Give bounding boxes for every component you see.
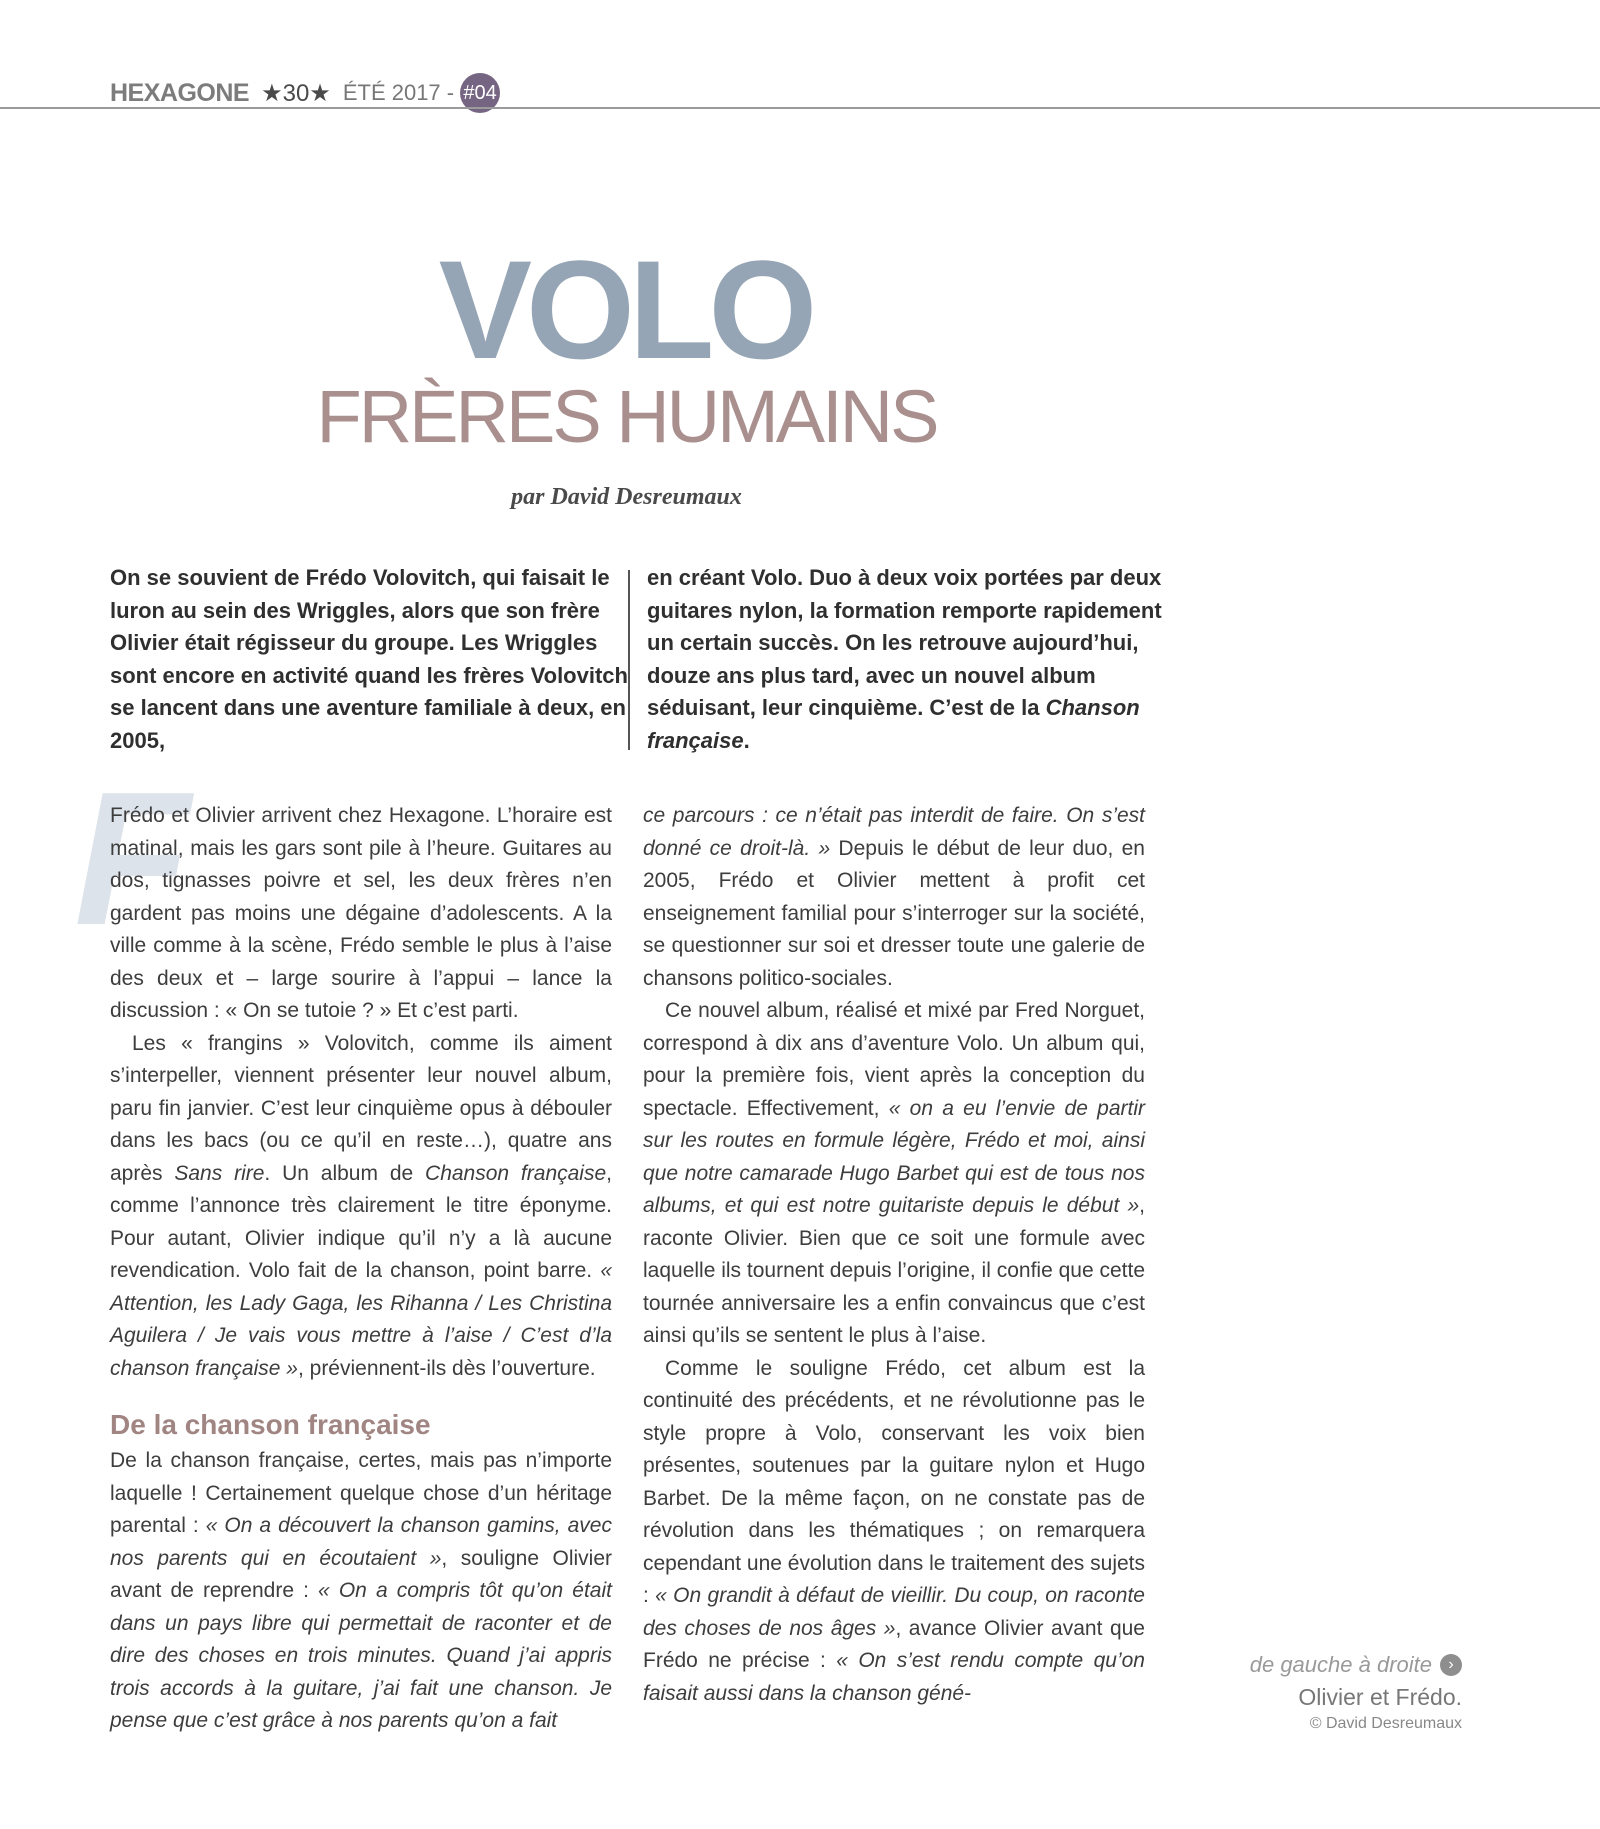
caption-direction-text: de gauche à droite	[1249, 1652, 1432, 1677]
article-column-right	[643, 800, 1145, 1710]
intro-left: On se souvient de Frédo Volovitch, qui faisait le luron au sein des Wriggles, alors que son frère Olivier était régisseur du groupe. Les Wriggles sont encore en activité quand les frères Volovitch se lancent dans une aventure familiale à deux, en 2005,	[110, 565, 628, 753]
paragraph: Comme le souligne Frédo, cet album est la continuité des précédents, et ne révolutionne pas le style propre à Volo, conservant les voix bien présentes, soutenues par la guitare nylon et Hugo Barbet. De la même façon, on ne constate pas de révolution dans les thématiques ; on remarquera cependant une évolution dans le traitement des sujets : « On grandit à défaut de vieillir. Du coup, on raconte des choses de nos âges », avance Olivier avant que Frédo ne précise : « On s’est rendu compte qu’on faisait aussi dans la chanson géné-	[643, 1356, 1146, 1705]
intro-divider	[628, 570, 630, 750]
paragraph: Les « frangins » Volovitch, comme ils aiment s’interpeller, viennent présenter leur nouvel album, paru fin janvier. C’est leur cinquième opus à débouler dans les bacs (ou ce qu’il en reste…), quatre ans après Sans rire. Un album de Chanson française, comme l’annonce très clairement le titre éponyme. Pour autant, Olivier indique qu’il n’y a là aucune revendication. Volo fait de la chanson, point barre. « Attention, les Lady Gaga, les Rihanna / Les Christina Aguilera / Je vais vous mettre à l’aise / C’est d’la chanson française », préviennent-ils dès l’ouverture.	[110, 1031, 612, 1380]
article-title: VOLO	[438, 231, 812, 388]
caption-direction	[1250, 1652, 1462, 1678]
header-divider	[0, 107, 1600, 109]
issue-number-badge: #04	[460, 73, 500, 113]
paragraph: Frédo et Olivier arrivent chez Hexagone. L’horaire est matinal, mais les gars sont pile à l’heure. Guitares au dos, tignasses poivre et sel, les deux frères n’en gardent pas moins une dégaine d’adolescents. A la ville comme à la scène, Frédo semble le plus à l’aise des deux et – large sourire à l’appui – lance la discussion : « On se tutoie ? » Et c’est parti.	[110, 804, 612, 1022]
caption-names: Olivier et Frédo.	[1298, 1684, 1462, 1710]
article-byline: par David Desreumaux	[511, 484, 742, 510]
paragraph: ce parcours : ce n’était pas interdit de faire. On s’est donné ce droit-là. » Depuis le début de leur duo, en 2005, Frédo et Olivier mettent à profit cet enseignement familial pour s’interroger sur la société, se questionner sur soi et dresser toute une galerie de chansons politico-sociales.	[643, 804, 1145, 990]
magazine-stars: ★30★	[261, 79, 331, 107]
drop-cap: F	[74, 753, 191, 965]
photo-credit: © David Desreumaux	[1309, 1715, 1462, 1732]
article-column-left	[110, 800, 612, 1738]
paragraph: De la chanson française, certes, mais pas n’importe laquelle ! Certainement quelque chose d’un héritage parental : « On a découvert la chanson gamins, avec nos parents qui en écoutaient », souligne Olivier avant de reprendre : « On a compris tôt qu’on était dans un pays libre qui permettait de raconter et de dire des choses en trois minutes. Quand j’ai appris trois accords à la guitare, j’ai fait une chanson. Je pense que c’est grâce à nos parents qu’on a fait	[110, 1449, 613, 1732]
intro-right-text: en créant Volo. Duo à deux voix portées par deux guitares nylon, la formation remporte rapidement un certain succès. On les retrouve aujourd’hui, douze ans plus tard, avec un nouvel album séduisant, leur cinquième. C’est de la	[647, 565, 1162, 721]
intro-right	[647, 562, 1167, 758]
intro-right-italic: Chanson française	[647, 695, 1140, 753]
article-subtitle: FRÈRES HUMAINS	[316, 375, 937, 458]
section-heading: De la chanson française	[110, 1409, 431, 1440]
chevron-right-icon: ›	[1440, 1654, 1462, 1676]
paragraph: Ce nouvel album, réalisé et mixé par Fred Norguet, correspond à dix ans d’aventure Volo. Un album qui, pour la première fois, vient après la conception du spectacle. Effectivement, « on a eu l’envie de partir sur les routes en formule légère, Frédo et moi, ainsi que notre camarade Hugo Barbet qui est de tous nos albums, et qui est notre guitariste depuis le début », raconte Olivier. Bien que ce soit une formule avec laquelle ils tournent depuis l’origine, il confie que cette tournée anniversaire les a enfin convaincus que c’est ainsi qu’ils se sentent le plus à l’aise.	[643, 999, 1145, 1347]
magazine-header	[110, 76, 500, 110]
photo-caption	[1250, 1652, 1462, 1733]
intro-right-end: .	[743, 727, 750, 753]
issue-season: ÉTÉ 2017 -	[342, 80, 455, 105]
magazine-name: HEXAGONE	[110, 78, 250, 107]
